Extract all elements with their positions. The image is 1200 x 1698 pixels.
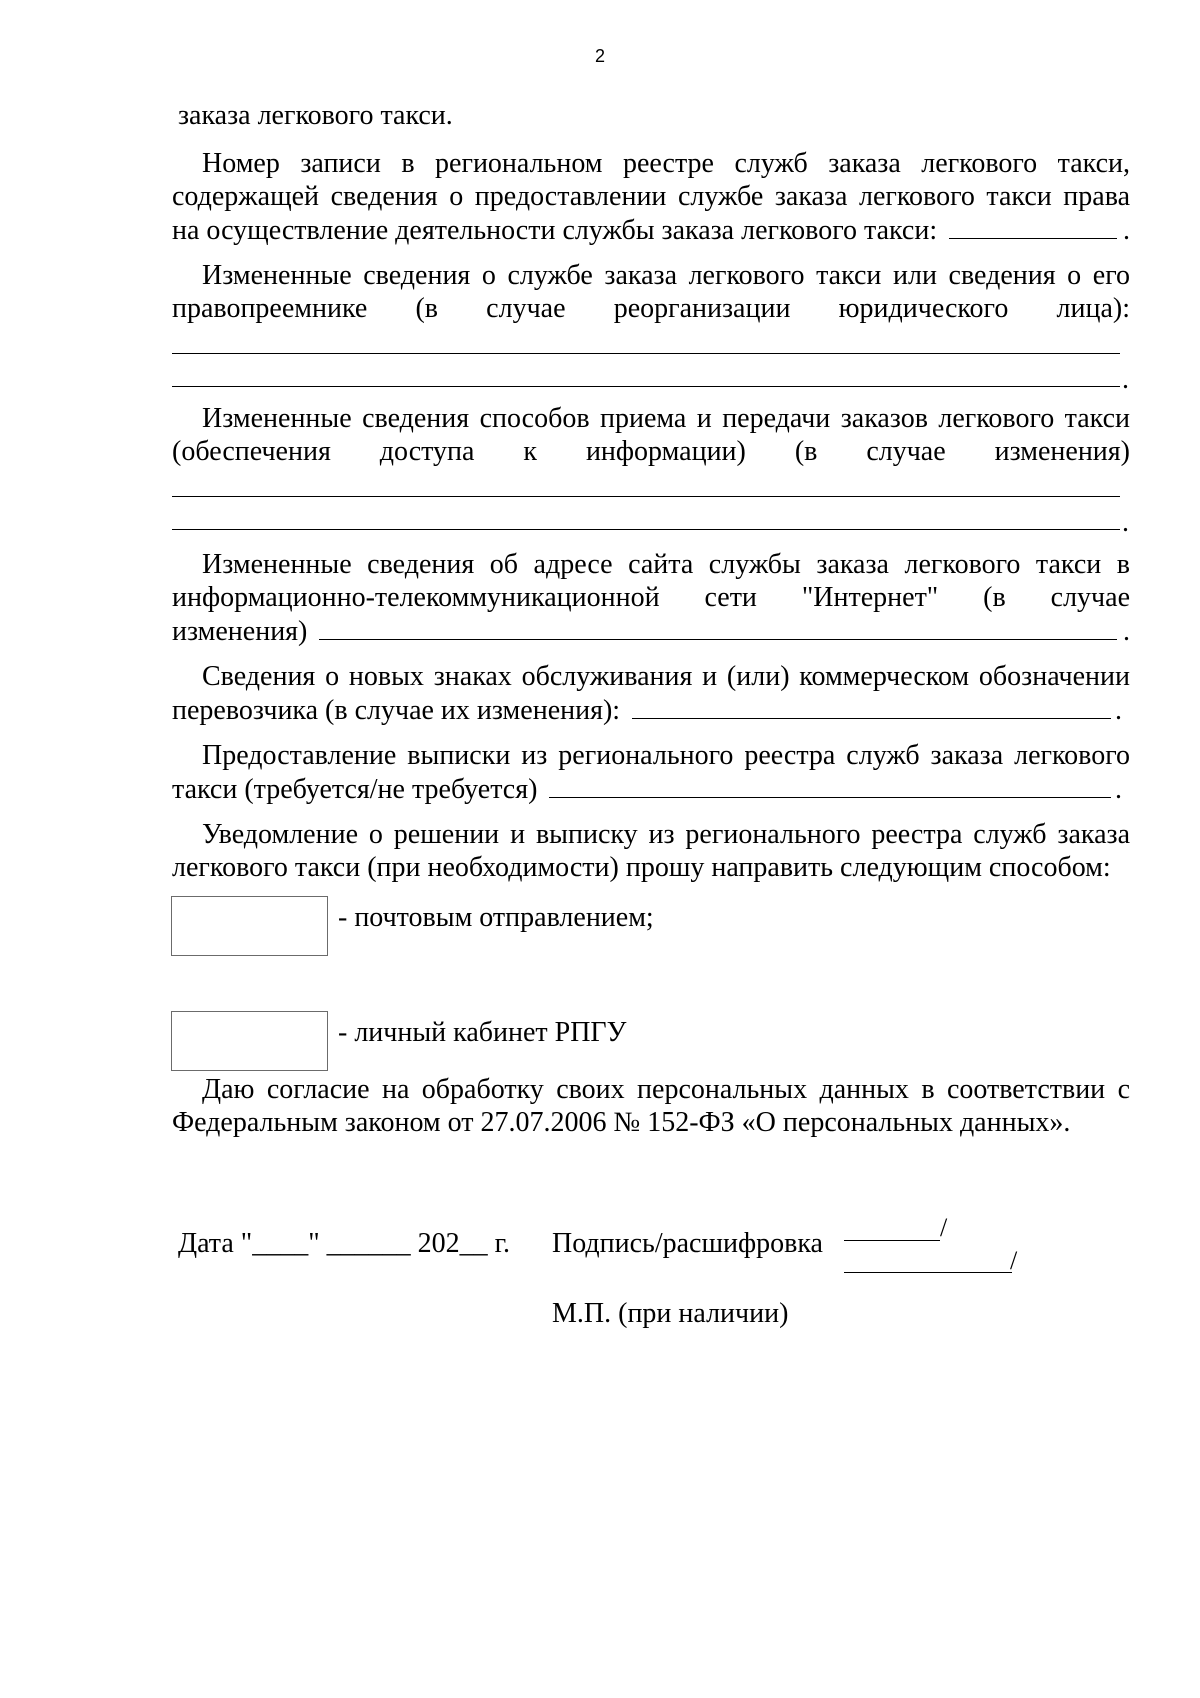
delivery-method-line2: легкового такси (при необходимости) прошу направить следующим способом: — [172, 852, 1111, 883]
successor-blank-1[interactable] — [172, 353, 1120, 354]
successor-info-line1: Измененные сведения о службе заказа легкового такси или сведения о его — [202, 260, 1130, 291]
registry-number-field — [172, 214, 1130, 246]
order-methods-blank-1[interactable] — [172, 496, 1120, 497]
extract-request-field — [172, 773, 1130, 805]
extract-request-blank[interactable] — [549, 773, 1111, 798]
registry-number-line3: на осуществление деятельности службы заказа легкового такси: — [172, 215, 938, 246]
service-marks-blank[interactable] — [632, 694, 1111, 719]
website-info-blank[interactable] — [319, 615, 1117, 640]
website-info-field — [172, 615, 1130, 647]
website-info-end: . — [1123, 616, 1130, 647]
consent-line2: Федеральным законом от 27.07.2006 № 152-ФЗ «О персональных данных». — [172, 1107, 1071, 1138]
stamp-label: М.П. (при наличии) — [552, 1298, 789, 1329]
decryption-slash: / — [1010, 1246, 1018, 1275]
postal-option-label: - почтовым отправлением; — [338, 902, 654, 933]
signature-label: Подпись/расшифровка — [552, 1228, 823, 1259]
cabinet-option-label: - личный кабинет РПГУ — [338, 1017, 627, 1048]
order-methods-end: . — [1122, 507, 1129, 538]
page-number: 2 — [594, 46, 605, 66]
service-marks-field — [172, 694, 1130, 726]
successor-info-line2: правопреемнике (в случае реорганизации юридического лица): — [172, 293, 1130, 324]
order-methods-line2: (обеспечения доступа к информации) (в случае изменения) — [172, 436, 1130, 467]
delivery-method-line1: Уведомление о решении и выписку из регионального реестра служб заказа — [202, 819, 1130, 850]
lead-line: заказа легкового такси. — [178, 100, 453, 131]
signature-slash: / — [940, 1213, 948, 1242]
extract-request-end: . — [1115, 774, 1122, 805]
date-field[interactable]: Дата "____" ______ 202__ г. — [178, 1228, 510, 1259]
order-methods-line1: Измененные сведения способов приема и передачи заказов легкового такси — [202, 403, 1130, 434]
cabinet-checkbox[interactable] — [171, 1011, 328, 1071]
extract-request-line1: Предоставление выписки из регионального реестра служб заказа легкового — [202, 740, 1130, 771]
website-info-line1: Измененные сведения об адресе сайта службы заказа легкового такси в — [202, 549, 1130, 580]
consent-line1: Даю согласие на обработку своих персональных данных в соответствии с — [202, 1074, 1130, 1105]
postal-checkbox[interactable] — [171, 896, 328, 956]
registry-number-end: . — [1123, 215, 1130, 246]
registry-number-line1: Номер записи в региональном реестре служб заказа легкового такси, — [202, 148, 1130, 179]
signature-blank[interactable] — [844, 1240, 940, 1241]
signature-decryption-blank[interactable] — [844, 1272, 1012, 1273]
registry-number-line2: содержащей сведения о предоставлении службе заказа легкового такси права — [172, 181, 1130, 212]
website-info-line3: изменения) — [172, 616, 308, 647]
registry-number-blank[interactable] — [949, 214, 1117, 239]
successor-info-end: . — [1122, 364, 1129, 395]
service-marks-line2: перевозчика (в случае их изменения): — [172, 695, 621, 726]
service-marks-end: . — [1115, 695, 1122, 726]
service-marks-line1: Сведения о новых знаках обслуживания и (или) коммерческом обозначении — [202, 661, 1130, 692]
extract-request-line2: такси (требуется/не требуется) — [172, 774, 538, 805]
website-info-line2: информационно-телекоммуникационной сети "Интернет" (в случае — [172, 582, 1130, 613]
successor-blank-2[interactable] — [172, 386, 1120, 387]
order-methods-blank-2[interactable] — [172, 529, 1120, 530]
